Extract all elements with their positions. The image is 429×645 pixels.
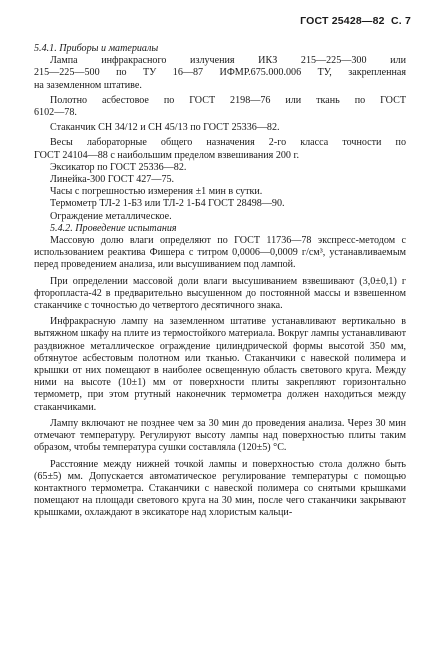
lamp-line-1: Лампа инфракрасного излучения ИКЗ 215—225—300 или: [50, 55, 406, 67]
section-heading-5-4-2: 5.4.2. Проведение испытания: [50, 222, 177, 234]
page-number: С. 7: [390, 15, 411, 27]
section-heading-5-4-1: 5.4.1. Приборы и материалы: [34, 43, 159, 54]
scales-line-1: Весы лабораторные общего назначения 2-го класса точности по: [50, 137, 406, 149]
cloth-line-1: Полотно асбестовое по ГОСТ 2198—76 или ткань по ГОСТ: [50, 94, 406, 106]
desiccator-line: Эксикатор по ГОСТ 25336—82.: [50, 161, 187, 173]
standard-number: ГОСТ 25428—82: [300, 15, 385, 27]
glass-line: Стаканчик СН 34/12 и СН 45/13 по ГОСТ 25336—82.: [50, 122, 280, 134]
thermometer-line: Термометр ТЛ-2 1-Б3 или ТЛ-2 1-Б4 ГОСТ 28498—90.: [50, 198, 285, 210]
page-header: [300, 15, 411, 27]
paragraph-lamp-setup: Инфракрасную лампу на заземленном штативе устанавливают вертикально в вытяжном шкафу на плите из термостойкого материала. Вокруг лампы устанавливают раздвижное металлическое ограждение цилиндрической формы высотой 350 мм, обтянутое асбестовым полотном или тканью. Стаканчики с навеской полимера и крышки от них помещают в наиболее освещенную область светового круга. Между ними на высоте (10±1) мм от поверхности плиты закрепляют горизонтально термометр, при этом ртутный наконечник термометра должен находиться между стаканчиками.: [34, 316, 406, 413]
paragraph-weighing: При определении массовой доли влаги высушиванием взвешивают (3,0±0,1) г фторопласта-42 в предварительно высушенном до постоянной массы и взвешенном стаканчике с точностью до четвертого десятичного знака.: [34, 275, 406, 312]
fence-line: Ограждение металлическое.: [50, 210, 172, 222]
cloth-line-2: 6102—78.: [34, 107, 77, 119]
clock-line: Часы с погрешностью измерения ±1 мин в сутки.: [50, 186, 263, 198]
document-body: [34, 43, 406, 520]
lamp-line-2: 215—225—500 по ТУ 16—87 ИФМР.675.000.006 ТУ, закрепленная: [34, 67, 406, 79]
ruler-line: Линейка-300 ГОСТ 427—75.: [50, 174, 175, 186]
lamp-line-3: на заземленном штативе.: [34, 79, 142, 91]
paragraph-distance: Расстояние между нижней точкой лампы и поверхностью стола должно быть (65±5) мм. Допускается автоматическое регулирование температуры с помощью контактного термометра. Стаканчики с навеской полимера со снятыми крышками помещают на площади светового круга на 30 мин, после чего стаканчики закрывают крышками, охлаждают в эксикаторе над хлористым кальци-: [34, 458, 406, 519]
paragraph-method: Массовую долю влаги определяют по ГОСТ 11736—78 экспресс-методом с использованием реактива Фишера с титром 0,0006—0,0009 г/см³, устанавливаемым перед проведением анализа, или высушиванием под лампой.: [34, 235, 406, 271]
paragraph-lamp-on: Лампу включают не позднее чем за 30 мин до проведения анализа. Через 30 мин отмечают температуру. Регулируют высоту лампы над поверхностью плиты таким образом, чтобы температура сушки составляла (120±5) °С.: [34, 417, 406, 454]
scales-line-2: ГОСТ 24104—88 с наибольшим пределом взвешивания 200 г.: [34, 149, 300, 161]
